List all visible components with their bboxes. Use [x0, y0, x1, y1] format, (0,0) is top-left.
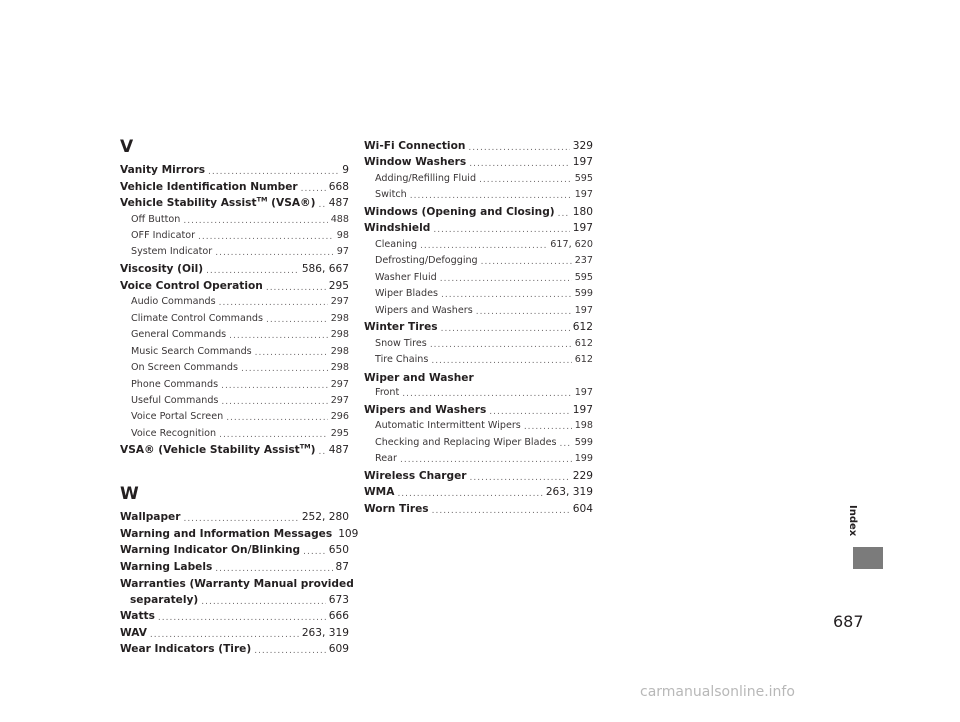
index-subentry[interactable]: Defrosting/Defogging ..... 237 — [364, 255, 593, 266]
index-tab-label: Index — [847, 505, 858, 537]
page-number: 687 — [833, 612, 864, 631]
index-entry[interactable]: Warning and Information Messages 109 — [120, 528, 359, 540]
index-subentry[interactable]: Adding/Refilling Fluid ..... 595 — [364, 173, 593, 184]
index-entry[interactable]: VSA® (Vehicle Stability Assist™) ..... 487 — [120, 444, 349, 456]
index-entry[interactable]: WMA ..... 263, 319 — [364, 486, 593, 498]
index-entry[interactable]: Warranties (Warranty Manual provided — [120, 578, 354, 590]
index-entry[interactable]: Wi-Fi Connection ..... 329 — [364, 140, 593, 152]
index-entry[interactable]: Windshield ..... 197 — [364, 222, 593, 234]
index-subentry[interactable]: Useful Commands ..... 297 — [120, 395, 349, 406]
index-entry[interactable]: Vehicle Identification Number ..... 668 — [120, 181, 349, 193]
index-entry[interactable]: Watts ..... 666 — [120, 610, 349, 622]
index-entry[interactable]: Voice Control Operation ..... 295 — [120, 280, 349, 292]
index-entry[interactable]: Vehicle Stability Assist™ (VSA®) ..... 487 — [120, 197, 349, 209]
section-letter-w: W — [120, 484, 139, 504]
index-entry[interactable]: WAV ..... 263, 319 — [120, 627, 349, 639]
index-subentry[interactable]: OFF Indicator ..... 98 — [120, 230, 349, 241]
index-entry-continued[interactable]: separately) ..... 673 — [120, 594, 349, 606]
index-subentry[interactable]: Automatic Intermittent Wipers ..... 198 — [364, 420, 593, 431]
index-subentry[interactable]: Washer Fluid ..... 595 — [364, 272, 593, 283]
index-entry[interactable]: Wireless Charger ..... 229 — [364, 470, 593, 482]
index-subentry[interactable]: General Commands ..... 298 — [120, 329, 349, 340]
index-entry[interactable]: Wipers and Washers ..... 197 — [364, 404, 593, 416]
index-subentry[interactable]: Phone Commands ..... 297 — [120, 379, 349, 390]
index-entry[interactable]: Viscosity (Oil) ..... 586, 667 — [120, 263, 349, 275]
index-subentry[interactable]: Tire Chains ..... 612 — [364, 354, 593, 365]
index-subentry[interactable]: System Indicator ..... 97 — [120, 246, 349, 257]
index-subentry[interactable]: Snow Tires ..... 612 — [364, 338, 593, 349]
index-subentry[interactable]: Checking and Replacing Wiper Blades ..... 599 — [364, 437, 593, 448]
index-subentry[interactable]: Off Button ..... 488 — [120, 214, 349, 225]
index-entry[interactable]: Windows (Opening and Closing) ..... 180 — [364, 206, 593, 218]
index-entry[interactable]: Wiper and Washer — [364, 372, 474, 384]
index-entry[interactable]: Window Washers ..... 197 — [364, 156, 593, 168]
index-entry[interactable]: Worn Tires ..... 604 — [364, 503, 593, 515]
index-tab-block — [853, 547, 883, 569]
index-subentry[interactable]: Climate Control Commands ..... 298 — [120, 313, 349, 324]
index-subentry[interactable]: Wipers and Washers ..... 197 — [364, 305, 593, 316]
watermark: carmanualsonline.info — [640, 684, 795, 700]
index-subentry[interactable]: Music Search Commands ..... 298 — [120, 346, 349, 357]
index-entry[interactable]: Wear Indicators (Tire) ..... 609 — [120, 643, 349, 655]
index-subentry[interactable]: Voice Recognition ..... 295 — [120, 428, 349, 439]
index-entry[interactable]: Winter Tires ..... 612 — [364, 321, 593, 333]
index-subentry[interactable]: Voice Portal Screen ..... 296 — [120, 411, 349, 422]
index-entry[interactable]: Wallpaper ..... 252, 280 — [120, 511, 349, 523]
index-subentry[interactable]: Rear ..... 199 — [364, 453, 593, 464]
index-subentry[interactable]: Switch ..... 197 — [364, 189, 593, 200]
index-subentry[interactable]: Cleaning ..... 617, 620 — [364, 239, 593, 250]
index-subentry[interactable]: Front ..... 197 — [364, 387, 593, 398]
index-entry[interactable]: Warning Labels ..... 87 — [120, 561, 349, 573]
index-subentry[interactable]: On Screen Commands ..... 298 — [120, 362, 349, 373]
index-entry[interactable]: Vanity Mirrors ..... 9 — [120, 164, 349, 176]
index-subentry[interactable]: Wiper Blades ..... 599 — [364, 288, 593, 299]
section-letter-v: V — [120, 137, 134, 157]
index-entry[interactable]: Warning Indicator On/Blinking ..... 650 — [120, 544, 349, 556]
index-subentry[interactable]: Audio Commands ..... 297 — [120, 296, 349, 307]
